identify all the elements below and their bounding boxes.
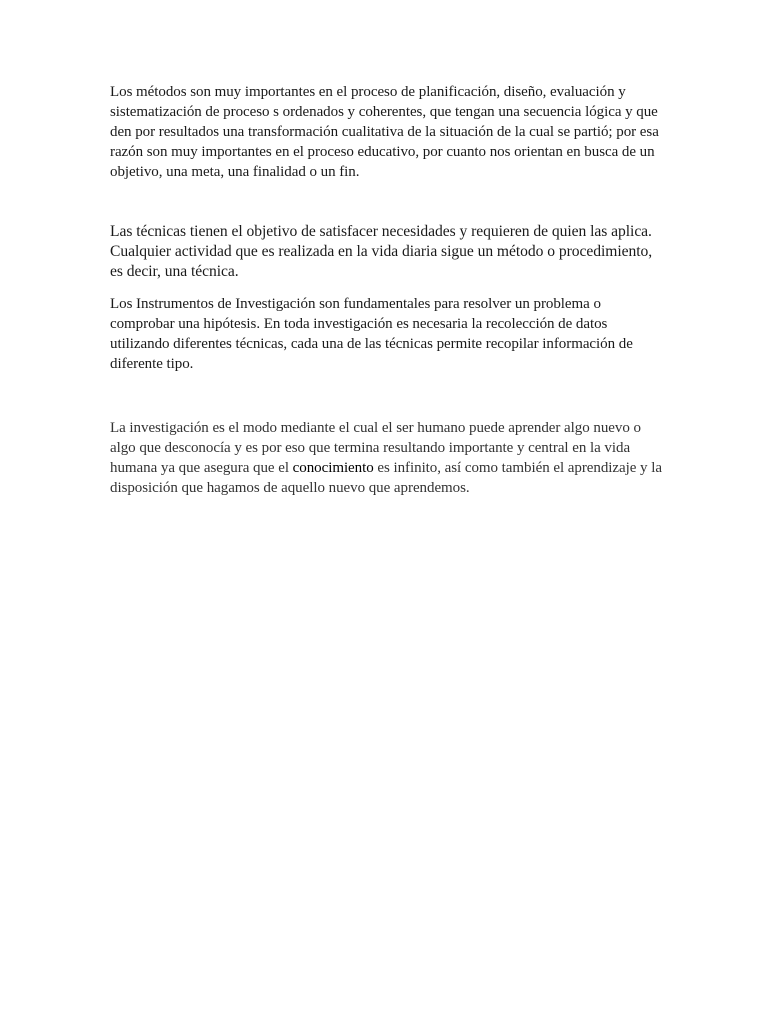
knowledge-term: conocimiento	[292, 460, 374, 476]
paragraph-techniques: Las técnicas tienen el objetivo de satisfacer necesidades y requieren de quien las aplica. Cualquier actividad que es realizada en la vida diaria sigue un método o procedimiento, es decir, una técnica.	[110, 223, 653, 280]
paragraph-research-end: es infinito, así como también el aprendizaje y la disposición que hagamos de aquello nuevo que aprendemos.	[110, 460, 662, 496]
paragraph-instruments: Los Instrumentos de Investigación son fundamentales para resolver un problema o comprobar una hipótesis. En toda investigación es necesaria la recolección de datos utilizando diferentes técnicas, cada una de las técnicas permite recopilar información de diferente tipo.	[110, 296, 633, 372]
paragraph-methods: Los métodos son muy importantes en el proceso de planificación, diseño, evaluación y sistematización de proceso s ordenados y coherentes, que tengan una secuencia lógica y que den por resultados una transformación cualitativa de la situación de la cual se partió; por esa razón son muy importantes en el proceso educativo, por cuanto nos orientan en busca de un objetivo, una meta, una finalidad o un fin.	[110, 84, 659, 180]
paragraph-research-start: La investigación es el modo mediante el cual el ser humano puede aprender algo nuevo o algo que desconocía y es por eso que termina resultando importante y central en la vida humana ya que asegura que el	[110, 420, 641, 476]
paragraph-research	[110, 418, 668, 498]
